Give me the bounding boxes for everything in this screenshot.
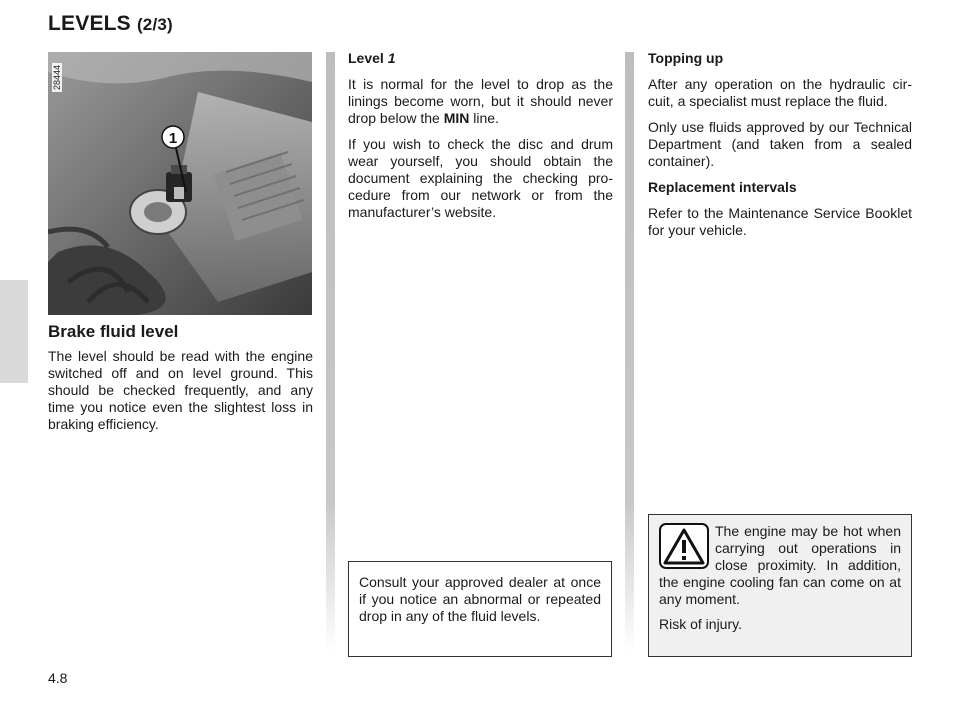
figure-reference (52, 58, 66, 92)
replacement-intervals-paragraph: Refer to the Maintenance Service Booklet for your vehicle. (648, 205, 912, 238)
min-mark-text: MIN (443, 110, 470, 126)
column-2-text (348, 50, 613, 230)
brake-fluid-paragraph: The level should be read with the engine switched off and on level ground. This should be checked frequently, and any time you notice even the slightest loss in braking efficiency. (48, 348, 313, 432)
engine-bay-illustration (48, 52, 312, 315)
column-rule-2 (625, 52, 634, 652)
brake-fluid-heading: Brake fluid level (48, 322, 179, 341)
warning-risk: Risk of injury. (659, 616, 742, 632)
column-rule-1 (326, 52, 335, 652)
title-main: LEVELS (48, 12, 131, 35)
note-text: Consult your approved dealer at once if you notice an abnormal or repeated drop in any of the fluid levels. (359, 574, 601, 624)
level-paragraph-2: If you wish to check the disc and drum wear yourself, you should obtain the document explaining the checking procedure from our network or from the manufacturer’s website. (348, 136, 613, 220)
level-heading (348, 50, 613, 67)
level-paragraph-1 (348, 76, 613, 127)
engine-bay-photo (48, 52, 312, 315)
figure-reference-number: 28444 (52, 64, 62, 90)
callout-label: 1 (168, 130, 178, 147)
column-3-text (648, 50, 912, 248)
warning-box (648, 514, 912, 657)
note-box (348, 561, 612, 657)
level-heading-label: Level (348, 50, 384, 66)
level-p1-end: line. (473, 110, 499, 126)
replacement-intervals-heading: Replacement intervals (648, 179, 797, 195)
level-heading-number: 1 (387, 50, 396, 66)
page-title (48, 12, 173, 36)
warning-text: The engine may be hot when carrying out operations in close proximity. In addition, the engine cooling fan can come on at any moment. (659, 523, 901, 607)
level-p1-text: It is normal for the level to drop as the linings become worn, but it should never drop below the (348, 76, 613, 126)
warning-triangle-icon (659, 523, 709, 569)
topping-up-paragraph-2: Only use fluids approved by our Technical Department (and taken from a sealed container). (648, 119, 912, 169)
topping-up-heading: Topping up (648, 50, 724, 66)
page-number: 4.8 (48, 670, 68, 686)
chapter-tab (0, 280, 28, 383)
topping-up-paragraph-1: After any operation on the hydraulic circuit, a specialist must replace the fluid. (648, 76, 912, 109)
title-subtitle: (2/3) (136, 15, 173, 34)
